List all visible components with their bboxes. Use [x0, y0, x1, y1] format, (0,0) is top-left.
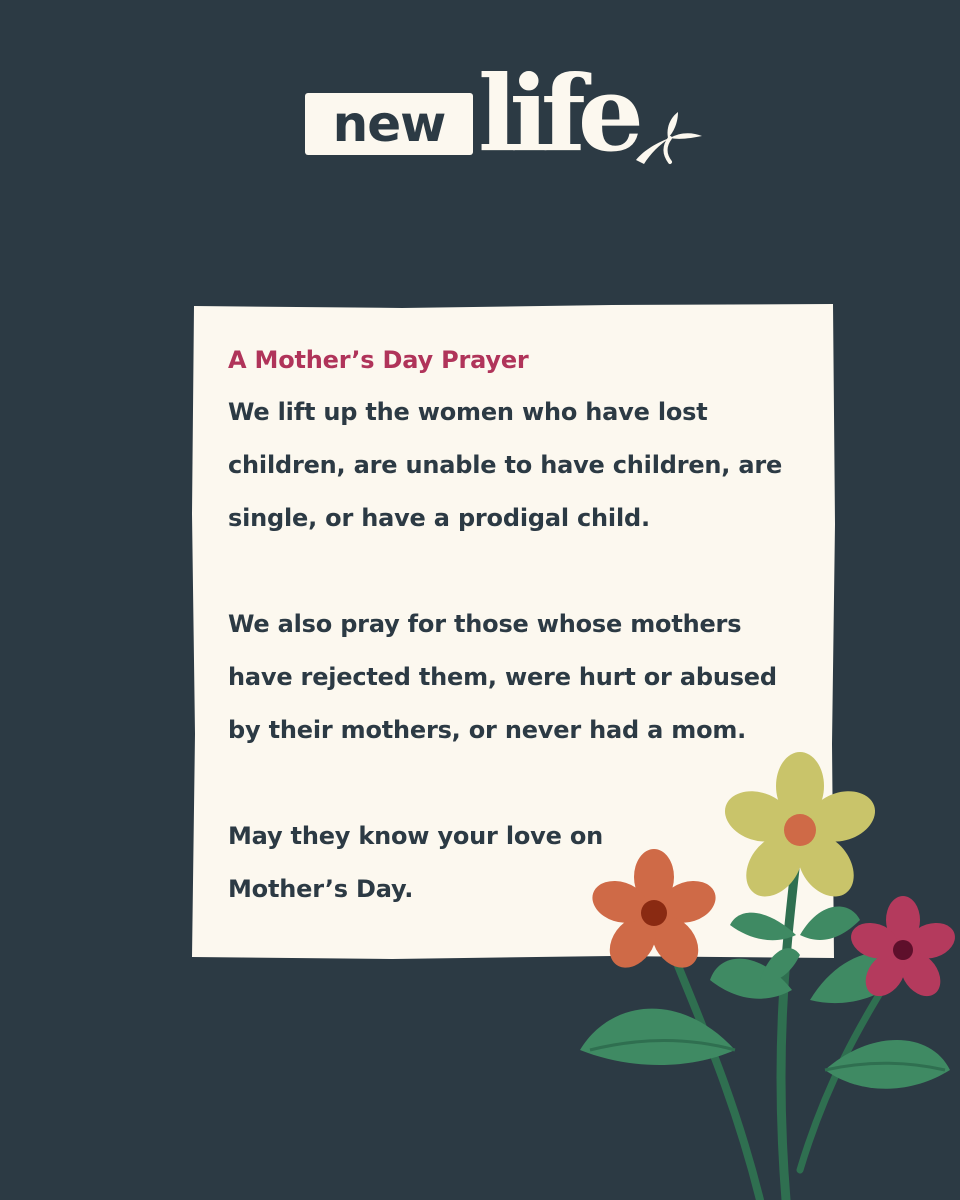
- flower-bouquet-icon: [560, 750, 960, 1200]
- leaf-sprig-icon: [630, 98, 705, 168]
- prayer-line: by their mothers, or never had a mom.: [228, 716, 747, 744]
- prayer-paragraph-1: [228, 386, 808, 545]
- prayer-line: We lift up the women who have lost: [228, 398, 708, 426]
- prayer-line: We also pray for those whose mothers: [228, 610, 742, 638]
- prayer-title: A Mother’s Day Prayer: [228, 346, 529, 374]
- logo-word-new: new: [305, 93, 473, 155]
- prayer-line: single, or have a prodigal child.: [228, 504, 650, 532]
- new-life-logo: [300, 52, 710, 185]
- prayer-line: Mother’s Day.: [228, 875, 414, 903]
- prayer-line: children, are unable to have children, are: [228, 451, 783, 479]
- prayer-line: May they know your love on: [228, 822, 604, 850]
- prayer-line: have rejected them, were hurt or abused: [228, 663, 777, 691]
- prayer-paragraph-2: [228, 598, 808, 757]
- logo-word-life: life: [478, 52, 636, 175]
